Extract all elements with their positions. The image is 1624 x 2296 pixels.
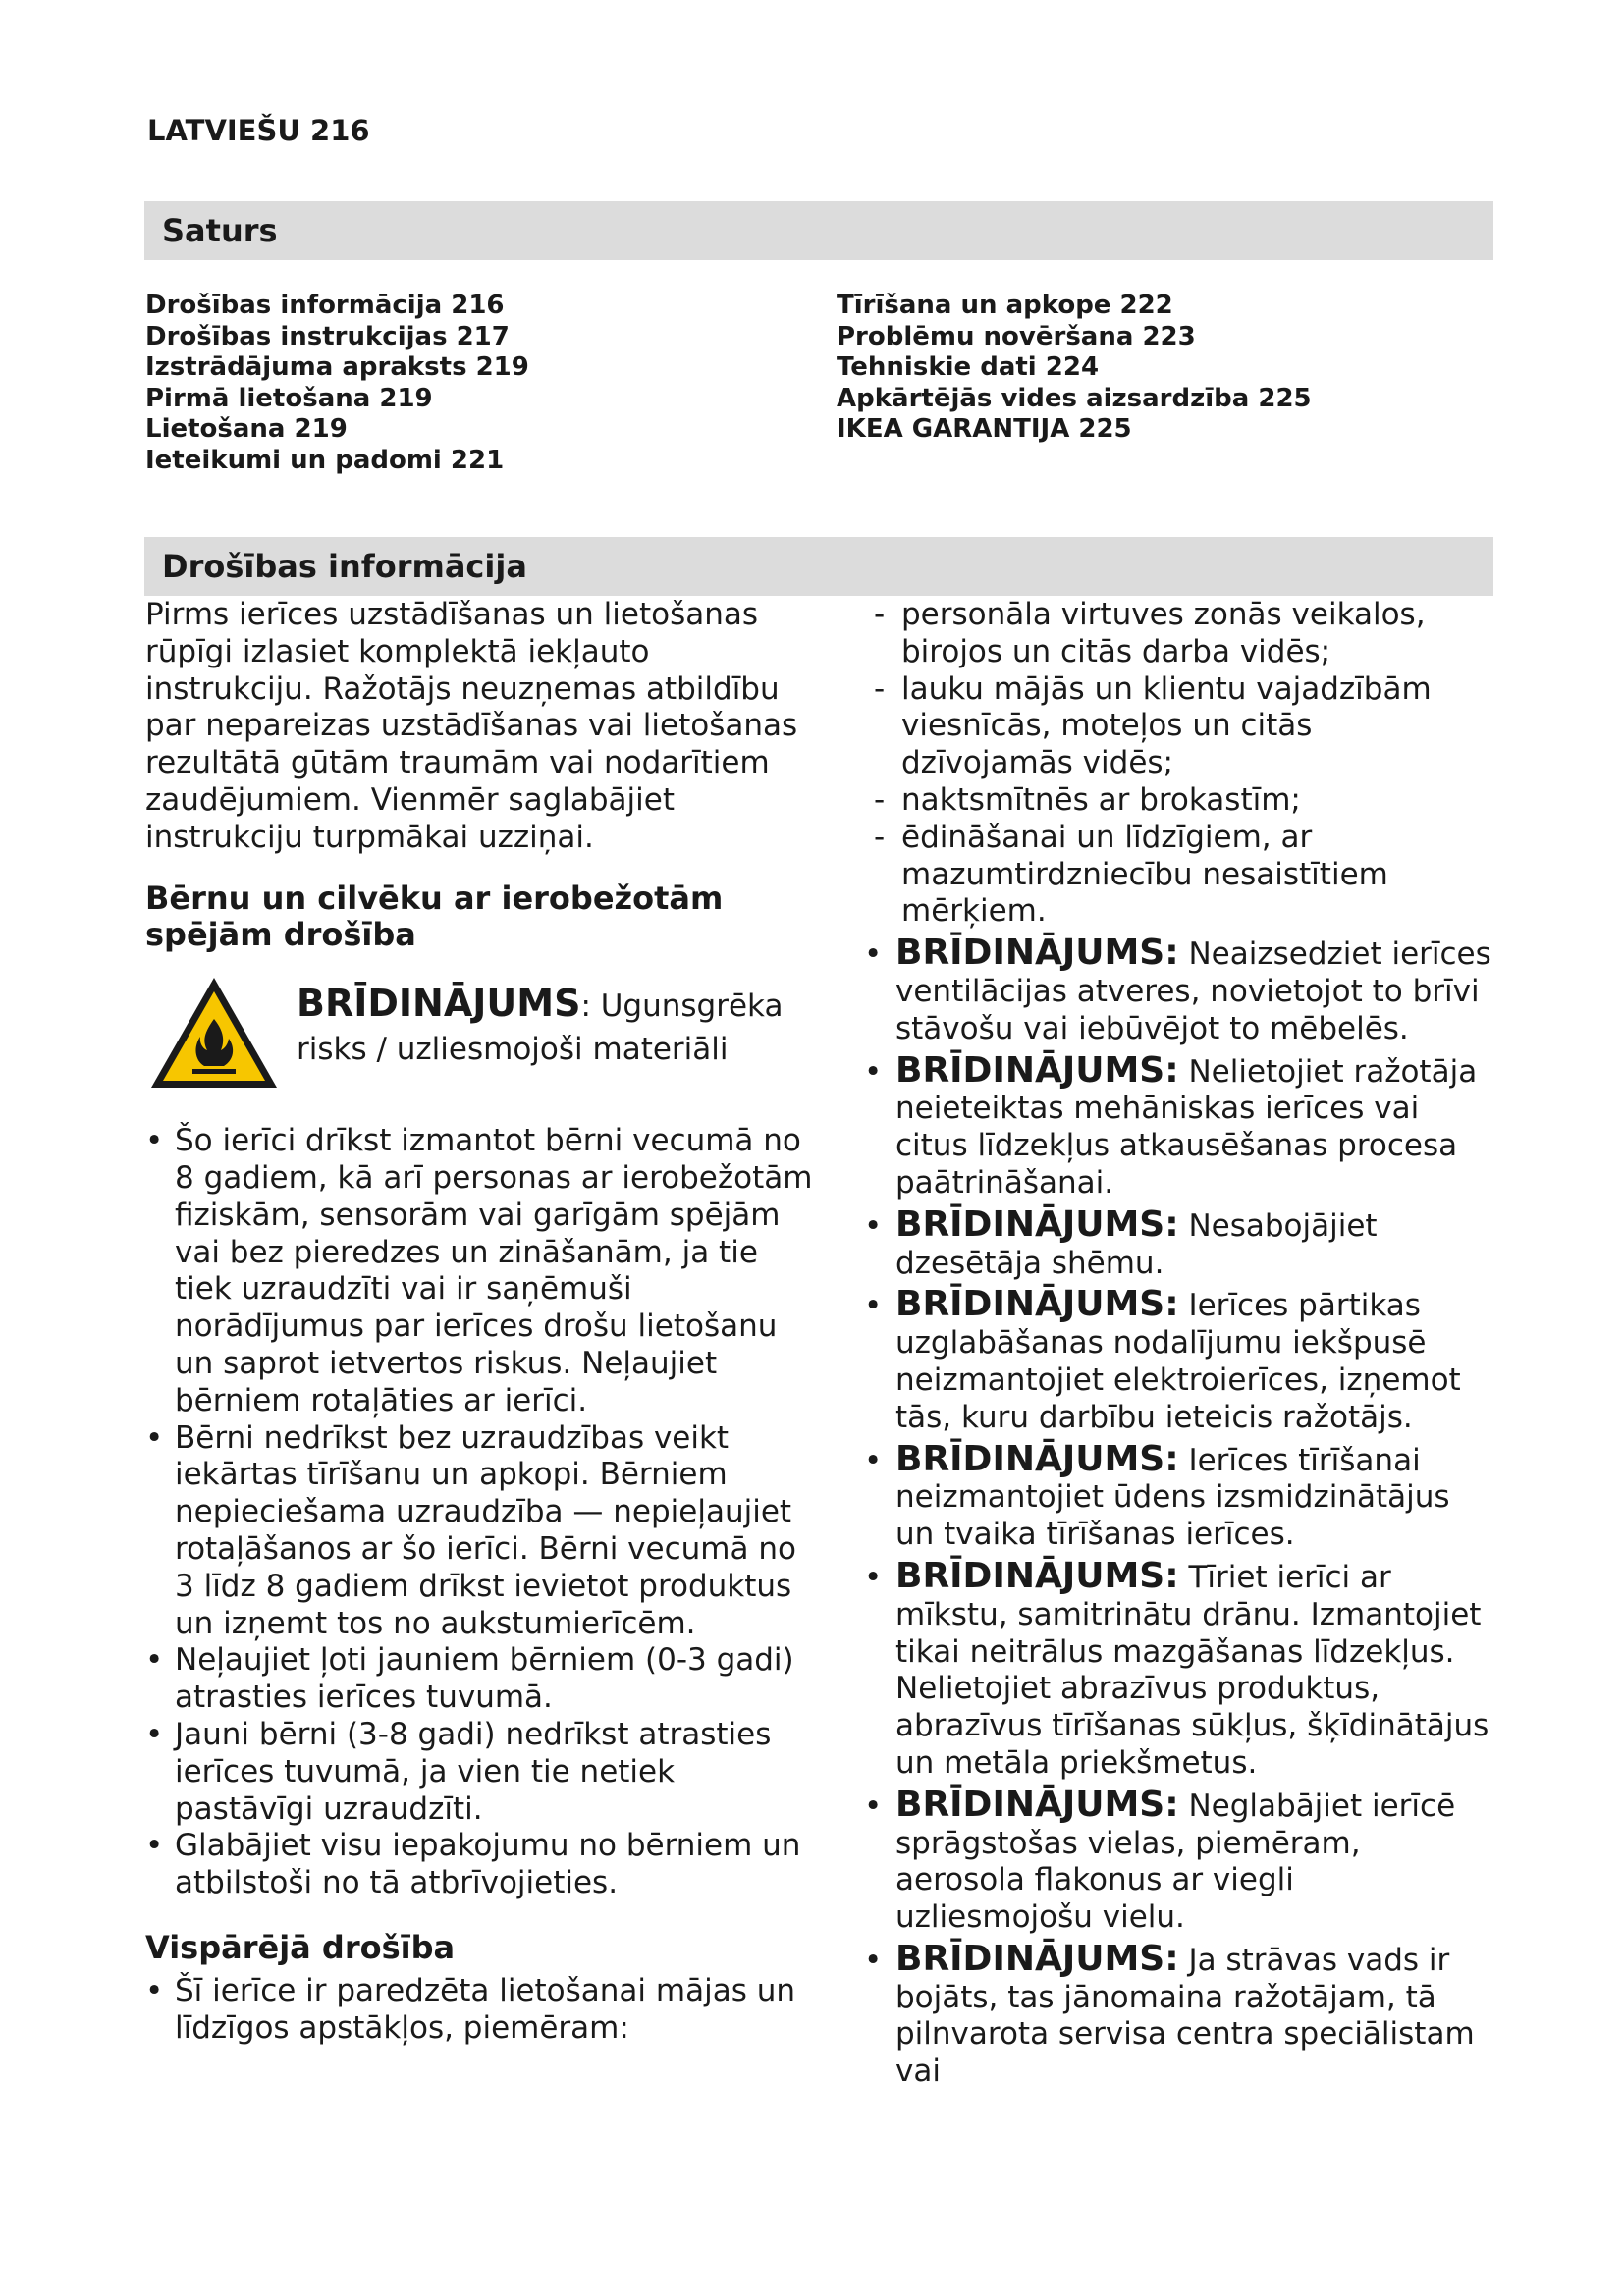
safety-heading: Drošības informācija bbox=[144, 537, 1493, 596]
warning-item bbox=[864, 934, 1493, 1047]
list-item bbox=[145, 1828, 813, 1902]
warning-text: Ierīces pārtikas uzglabāšanas nodalījumu iekšpusē neizmantojiet elektroierīces, izņemot tās, kuru darbību ieteicis ražotājs. bbox=[895, 1288, 1461, 1435]
toc-item[interactable]: Lietošana 219 bbox=[145, 414, 348, 444]
fire-warning-text bbox=[297, 982, 813, 1071]
warning-word: BRĪDINĀJUMS: bbox=[895, 1784, 1179, 1825]
toc-item[interactable]: Izstrādājuma apraksts 219 bbox=[145, 352, 529, 382]
warning-item bbox=[864, 1049, 1493, 1202]
list-item-text: • Jauni bērni (3-8 gadi) nedrīkst atrasties ierīces tuvumā, ja vien tie netiek pastāvīgi uzraudzīti. bbox=[175, 1716, 772, 1827]
warning-word: BRĪDINĀJUMS: bbox=[895, 1049, 1179, 1091]
list-item bbox=[145, 1123, 813, 1419]
list-item bbox=[145, 1420, 813, 1643]
list-item bbox=[145, 1973, 813, 2048]
list-item: - ēdināšanai un līdzīgiem, ar mazumtirdzniecību nesaistītiem mērķiem. bbox=[864, 820, 1493, 931]
list-item-text: • Šo ierīci drīkst izmantot bērni vecumā no 8 gadiem, kā arī personas ar ierobežotām fiziskām, sensorām vai garīgām spējām vai bez pieredzes un zināšanām, ja tie tiek uzraudzīti vai ir saņēmuši norādījumus par ierīces drošu lietošanu un saprot ietvertos riskus. Neļaujiet bērniem rotaļāties ar ierīci. bbox=[175, 1123, 813, 1418]
general-safety-heading: Vispārējā drošība bbox=[145, 1928, 456, 1966]
warning-word: BRĪDINĀJUMS: bbox=[895, 1284, 1179, 1325]
usage-list bbox=[864, 597, 1493, 931]
general-list bbox=[145, 1973, 813, 2048]
warning-word: BRĪDINĀJUMS: bbox=[895, 1438, 1179, 1479]
warnings-list bbox=[864, 934, 1493, 2091]
warning-word: BRĪDINĀJUMS: bbox=[895, 933, 1179, 974]
warning-word: BRĪDINĀJUMS: bbox=[895, 1555, 1179, 1596]
toc-item[interactable]: Drošības informācija 216 bbox=[145, 291, 505, 320]
warning-text: Ierīces tīrīšanai neizmantojiet ūdens izsmidzinātājus un tvaika tīrīšanas ierīces. bbox=[895, 1442, 1450, 1553]
list-item-text: • Bērni nedrīkst bez uzraudzības veikt iekārtas tīrīšanu un apkopi. Bērniem nepieciešama uzraudzība — nepieļaujiet rotaļāšanos ar šo ierīci. Bērni vecumā no 3 līdz 8 gadiem drīkst ievietot produktus un izņemt tos no aukstumierīcēm. bbox=[175, 1419, 796, 1641]
warning-text: Neglabājiet ierīcē sprāgstošas vielas, piemēram, aerosola flakonus ar viegli uzliesmojošu vielu. bbox=[895, 1788, 1456, 1936]
toc-left-column bbox=[145, 291, 529, 476]
list-item bbox=[145, 1717, 813, 1828]
warning-item bbox=[864, 1203, 1493, 1283]
warning-item bbox=[864, 1555, 1493, 1783]
toc-item[interactable]: IKEA GARANTIJA 225 bbox=[837, 414, 1132, 444]
list-item-text: • Neļaujiet ļoti jauniem bērniem (0-3 gadi) atrasties ierīces tuvumā. bbox=[175, 1642, 794, 1716]
warning-word: BRĪDINĀJUMS bbox=[297, 982, 581, 1026]
children-list bbox=[145, 1123, 813, 1902]
toc-item[interactable]: Pirmā lietošana 219 bbox=[145, 383, 433, 413]
warning-item bbox=[864, 1938, 1493, 2091]
toc-item[interactable]: Tīrīšana un apkope 222 bbox=[837, 291, 1173, 320]
fire-warning-box bbox=[145, 972, 813, 1094]
toc-right-column bbox=[837, 291, 1312, 446]
fire-warning-desc: : Ugunsgrēka risks / uzliesmojoši materiāli bbox=[297, 988, 784, 1068]
page-header: LATVIEŠU 216 bbox=[147, 114, 370, 147]
toc-item[interactable]: Tehniskie dati 224 bbox=[837, 352, 1100, 382]
warning-item bbox=[864, 1438, 1493, 1554]
intro-paragraph: Pirms ierīces uzstādīšanas un lietošanas rūpīgi izlasiet komplektā iekļauto instrukciju. Ražotājs neuzņemas atbildību par nepareizas uzstādīšanas vai lietošanas rezultātā gūtām traumām vai nodarītiem zaudējumiem. Vienmēr saglabājiet instrukciju turpmākai uzziņai. bbox=[145, 597, 798, 855]
toc-item[interactable]: Apkārtējās vides aizsardzība 225 bbox=[837, 383, 1312, 413]
toc-item[interactable]: Ieteikumi un padomi 221 bbox=[145, 445, 505, 475]
warning-text: Nesabojājiet dzesētāja shēmu. bbox=[895, 1207, 1378, 1281]
toc-item[interactable]: Drošības instrukcijas 217 bbox=[145, 321, 510, 351]
warning-word: BRĪDINĀJUMS: bbox=[895, 1938, 1179, 1979]
right-column bbox=[864, 597, 1493, 2091]
warning-item bbox=[864, 1286, 1493, 1436]
warning-text: Nelietojiet ražotāja neieteiktas mehāniskas ierīces vai citus līdzekļus atkausēšanas procesa paātrināšanai. bbox=[895, 1053, 1478, 1201]
list-item: - lauku mājās un klientu vajadzībām viesnīcās, moteļos un citās dzīvojamās vidēs; bbox=[864, 671, 1493, 782]
list-item: - personāla virtuves zonās veikalos, birojos un citās darba vidēs; bbox=[864, 597, 1493, 671]
flammable-warning-icon bbox=[145, 972, 283, 1094]
toc-heading: Saturs bbox=[144, 201, 1493, 260]
warning-text: Neaizsedziet ierīces ventilācijas atveres, novietojot to brīvi stāvošu vai iebūvējot to mēbelēs. bbox=[895, 936, 1491, 1046]
children-safety-heading: Bērnu un cilvēku ar ierobežotām spējām drošība bbox=[145, 879, 724, 954]
warning-text: Ja strāvas vads ir bojāts, tas jānomaina ražotājam, tā pilnvarota servisa centra speciālistam vai bbox=[895, 1942, 1475, 2090]
warning-text: Tīriet ierīci ar mīkstu, samitrinātu drānu. Izmantojiet tikai neitrālus mazgāšanas līdzekļus. Nelietojiet abrazīvus produktus, abrazīvus tīrīšanas sūkļus, šķīdinātājus un metāla priekšmetus. bbox=[895, 1559, 1489, 1781]
left-column bbox=[145, 597, 813, 2047]
list-item-text: • Glabājiet visu iepakojumu no bērniem un atbilstoši no tā atbrīvojieties. bbox=[175, 1828, 801, 1901]
list-item bbox=[145, 1642, 813, 1717]
list-item: - naktsmītnēs ar brokastīm; bbox=[864, 782, 1493, 820]
toc-item[interactable]: Problēmu novēršana 223 bbox=[837, 321, 1196, 351]
warning-word: BRĪDINĀJUMS: bbox=[895, 1203, 1179, 1245]
warning-item bbox=[864, 1784, 1493, 1937]
list-item-text: • Šī ierīce ir paredzēta lietošanai mājas un līdzīgos apstākļos, piemēram: bbox=[175, 1972, 795, 2046]
